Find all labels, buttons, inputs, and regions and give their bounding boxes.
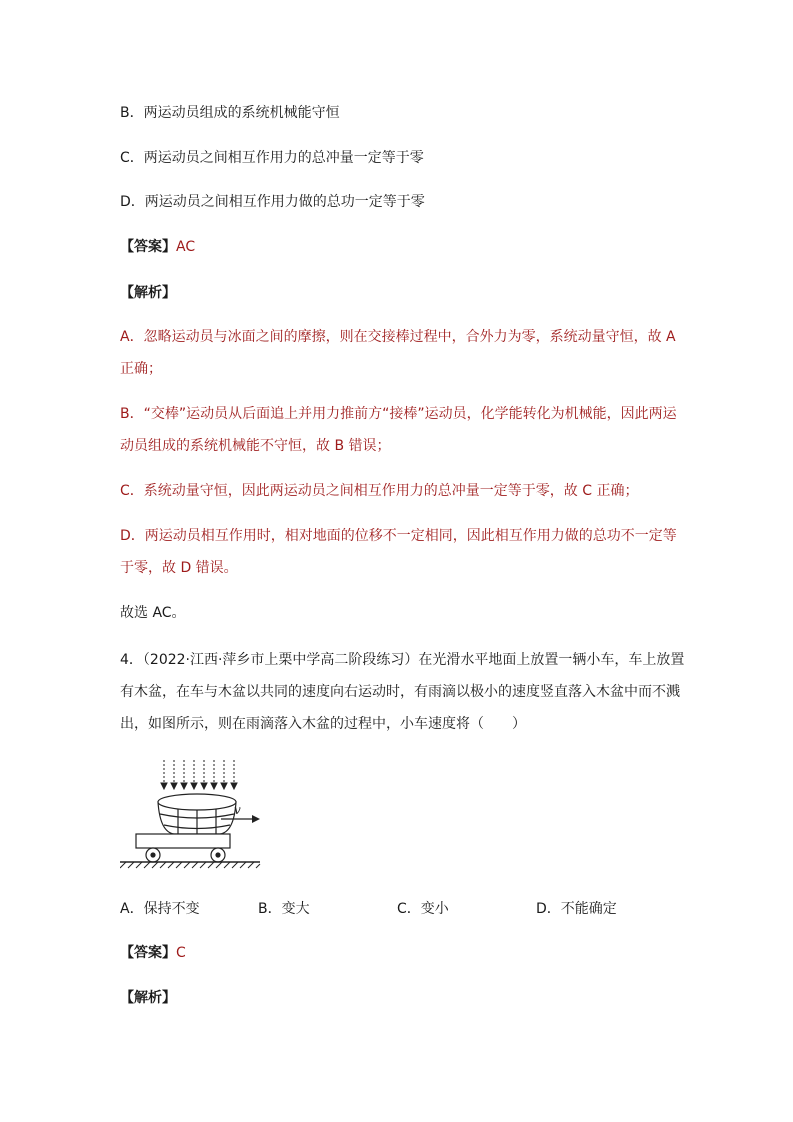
option-b: B．变大 (258, 901, 310, 917)
analysis-line: C．系统动量守恒，因此两运动员之间相互作用力的总冲量一定等于零，故 C 正确； (120, 483, 639, 499)
option-c: C．变小 (397, 901, 449, 917)
answer-line (120, 237, 195, 257)
analysis-tag: 【解析】 (120, 285, 176, 301)
analysis-line: B．“交棒”运动员从后面追上并用力推前方“接棒”运动员，化学能转化为机械能，因此两运 (120, 406, 677, 422)
analysis-line: 于零，故 D 错误。 (120, 560, 238, 576)
option-c: C．两运动员之间相互作用力的总冲量一定等于零 (120, 150, 424, 166)
question-stem-line: 有木盆，在车与木盆以共同的速度向右运动时，有雨滴以极小的速度竖直落入木盆中而不溅 (120, 684, 680, 700)
analysis-line: 正确； (120, 361, 162, 377)
option-a: A．保持不变 (120, 901, 200, 917)
cart (136, 834, 230, 862)
answer-value: AC (176, 239, 196, 255)
raindrops (161, 760, 237, 789)
question-stem-line: 4．（2022·江西·萍乡市上栗中学高二阶段练习）在光滑水平地面上放置一辆小车，车上放置 (120, 652, 685, 668)
analysis-line: A．忽略运动员与冰面之间的摩擦，则在交接棒过程中，合外力为零，系统动量守恒，故 A (120, 329, 676, 345)
cart-basin-figure (120, 758, 270, 870)
ground (120, 862, 260, 868)
analysis-tag: 【解析】 (120, 990, 176, 1006)
option-d: D．两运动员之间相互作用力做的总功一定等于零 (120, 194, 425, 210)
velocity-label: v (234, 803, 241, 817)
option-d: D．不能确定 (536, 901, 617, 917)
answer-value: C (176, 945, 186, 961)
analysis-line: 动员组成的系统机械能不守恒，故 B 错误； (120, 438, 391, 454)
option-b: B．两运动员组成的系统机械能守恒 (120, 105, 340, 121)
question-stem-line: 出，如图所示，则在雨滴落入木盆的过程中，小车速度将（ ） (120, 716, 526, 732)
wooden-basin (158, 794, 236, 834)
analysis-line: D．两运动员相互作用时，相对地面的位移不一定相同，因此相互作用力做的总功不一定等 (120, 528, 677, 544)
answer-line (120, 943, 186, 963)
answer-tag: 【答案】 (120, 239, 176, 255)
conclusion: 故选 AC。 (120, 605, 186, 621)
answer-tag: 【答案】 (120, 945, 176, 961)
